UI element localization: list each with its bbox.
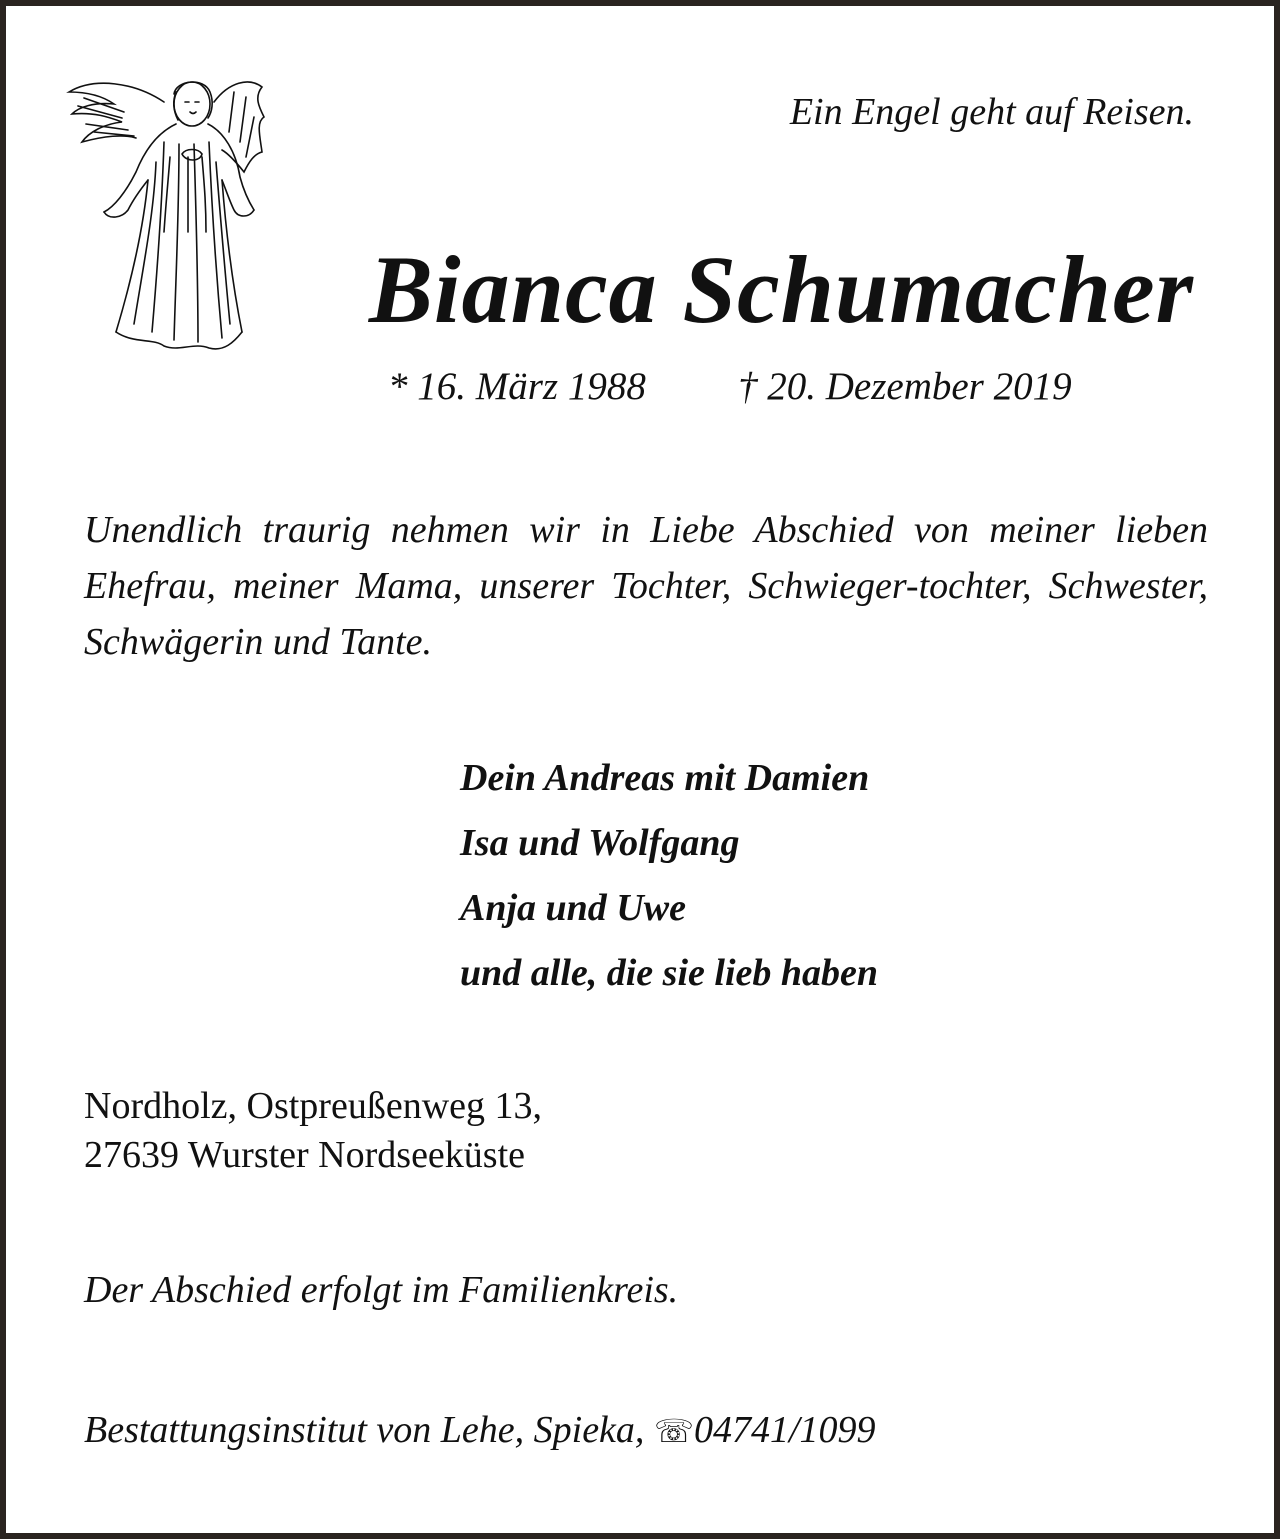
- undertaker-name: Bestattungsinstitut von Lehe, Spieka,: [84, 1409, 645, 1451]
- undertaker-phone: 04741/1099: [693, 1409, 876, 1451]
- telephone-icon: ☏: [653, 1412, 694, 1450]
- angel-icon: [64, 62, 274, 352]
- family-line: Isa und Wolfgang: [460, 822, 740, 864]
- death-date: † 20. Dezember 2019: [738, 365, 1072, 408]
- family-line: Anja und Uwe: [460, 887, 686, 929]
- birth-date: * 16. März 1988: [388, 365, 646, 408]
- undertaker-line: [84, 1408, 876, 1452]
- farewell-note: Der Abschied erfolgt im Familienkreis.: [84, 1269, 679, 1311]
- deceased-name: Bianca Schumacher: [368, 236, 1194, 343]
- address: [84, 1082, 542, 1180]
- family-signatures: [460, 746, 878, 1006]
- motto: Ein Engel geht auf Reisen.: [789, 91, 1194, 133]
- address-line: 27639 Wurster Nordseeküste: [84, 1134, 526, 1176]
- address-line: Nordholz, Ostpreußenweg 13,: [84, 1085, 543, 1127]
- farewell-message: Unendlich traurig nehmen wir in Liebe Abschied von meiner lieben Ehefrau, meiner Mama, unserer Tochter, Schwieger-tochter, Schwester, Schwägerin und Tante.: [84, 509, 1208, 663]
- family-line: und alle, die sie lieb haben: [460, 952, 878, 994]
- family-line: Dein Andreas mit Damien: [460, 757, 870, 799]
